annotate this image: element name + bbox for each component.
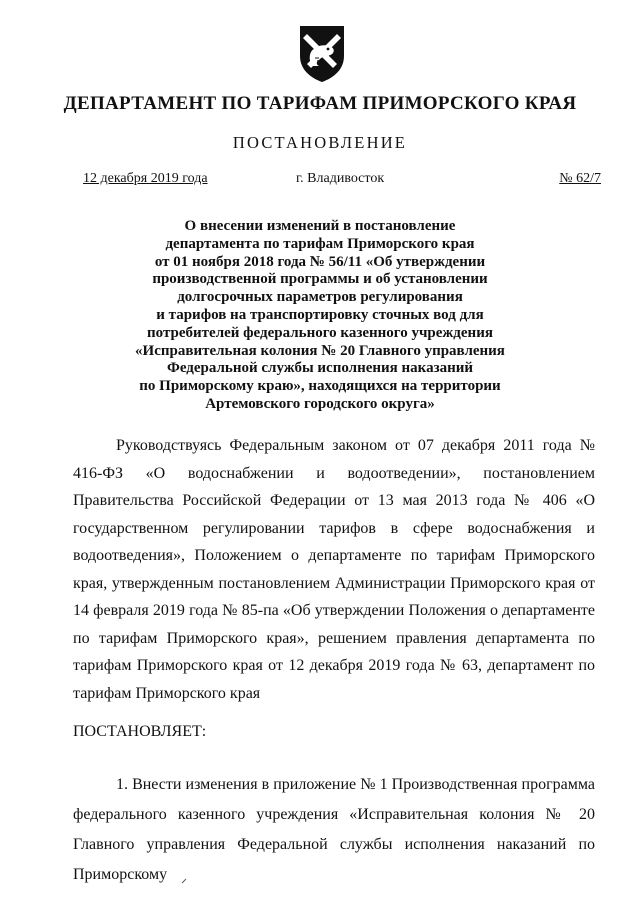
preamble-paragraph: Руководствуясь Федеральным законом от 07 декабря 2011 года № 416-ФЗ «О водоснабжении и водоотведении», постановлением Правительства Российской Федерации от 13 мая 2013 года № 406 «О государственном регулировании тарифов в сфере водоснабжения и водоотведения», Положением о департаменте по тарифам Приморского края, утвержденным постановлением Администрации Приморского края от 14 февраля 2019 года № 85-па «Об утверждении Положения о департаменте по тарифам Приморского края», решением правления департамента по тарифам Приморского края от 12 декабря 2019 года № 63, департамент по тарифам Приморского края [73,437,595,702]
subject-line: и тарифов на транспортировку сточных вод для [156,306,484,323]
department-title: ДЕПАРТАМЕНТ ПО ТАРИФАМ ПРИМОРСКОГО КРАЯ [63,93,577,114]
document-city: г. Владивосток [296,171,385,186]
subject-line: потребителей федерального казенного учреждения [147,324,493,341]
subject-line: производственной программы и об установлении [152,271,488,288]
document-number: № 62/7 [559,171,601,186]
document-type: ПОСТАНОВЛЕНИЕ [232,133,408,152]
subject-line: «Исправительная колония № 20 Главного управления [135,342,505,359]
document-subject [60,218,580,414]
decision-heading: ПОСТАНОВЛЯЕТ: [73,723,207,740]
scan-mark [180,877,188,885]
coat-of-arms-tiger-icon [297,22,347,84]
subject-line: Артемовского городского округа» [205,395,435,412]
resolution-item-1: 1. Внести изменения в приложение № 1 Производственная программа федерального казенного учреждения «Исправительная колония № 20 Главного управления Федеральной службы исполнения наказаний по Приморскому [73,776,595,883]
subject-line: О внесении изменений в постановление [184,218,456,234]
subject-line: Федеральной службы исполнения наказаний [166,360,474,377]
document-date: 12 декабря 2019 года [83,171,208,186]
subject-line: департамента по тарифам Приморского края [165,235,475,252]
subject-line: от 01 ноября 2018 года № 56/11 «Об утверждении [154,253,486,270]
subject-line: по Приморскому краю», находящихся на территории [139,378,501,395]
subject-line: долгосрочных параметров регулирования [177,289,463,306]
